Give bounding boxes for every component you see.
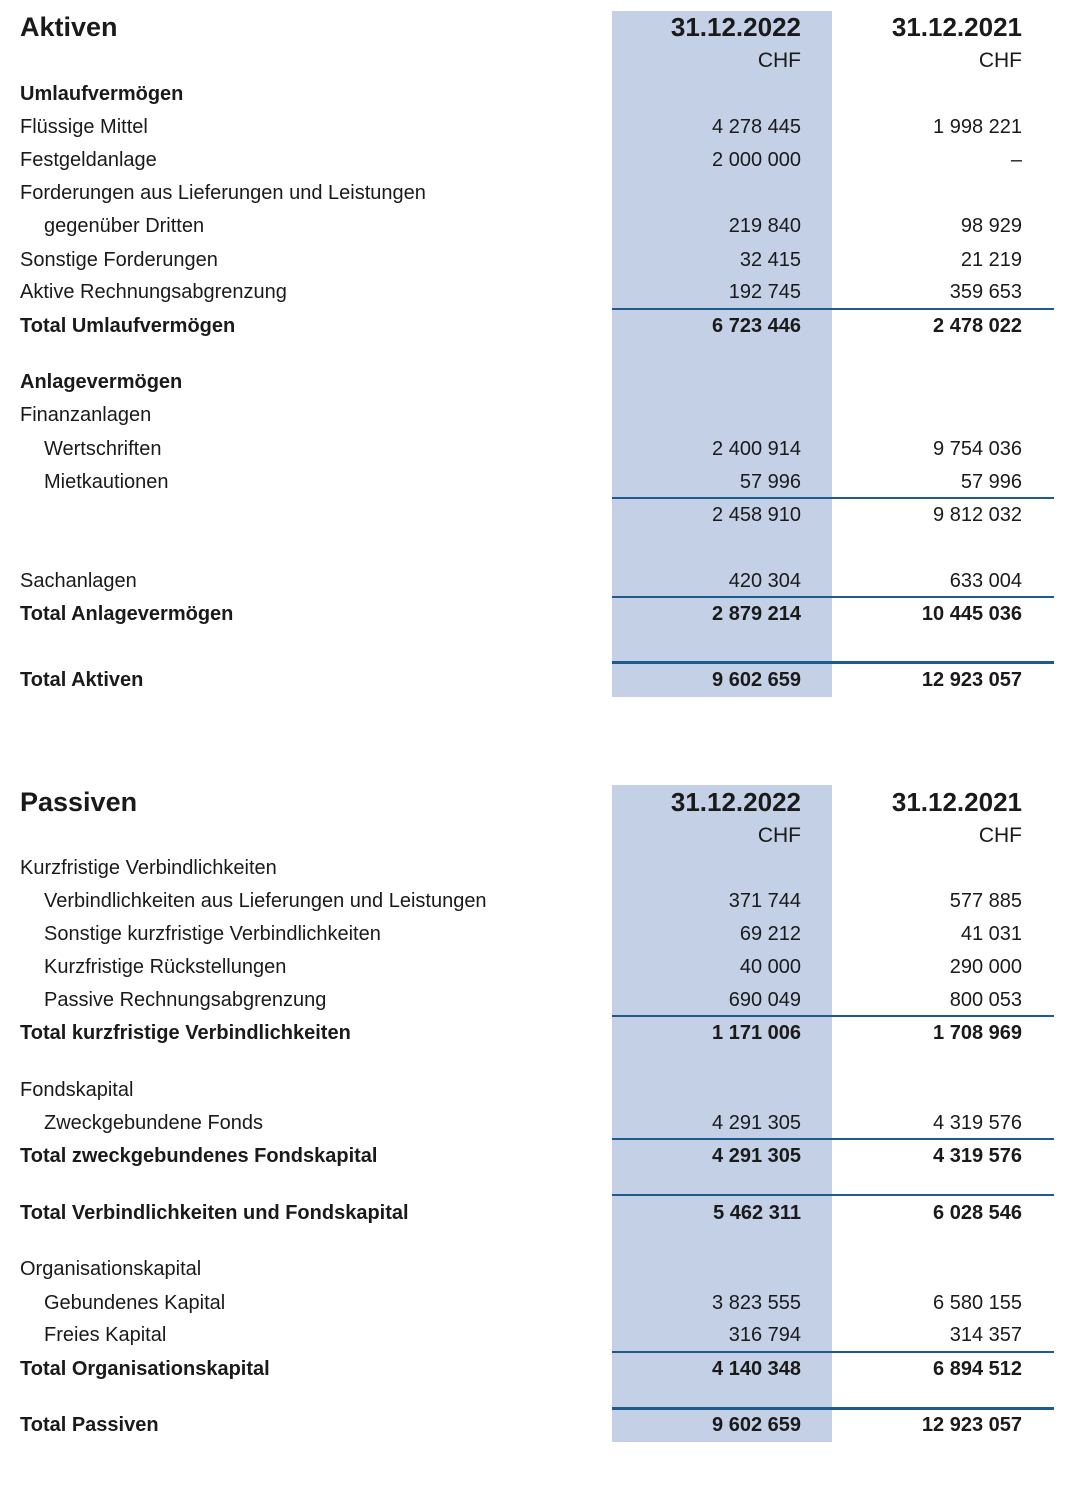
value-2022: 57 996 [739, 471, 801, 493]
value-2021: 57 996 [960, 471, 1022, 493]
table-row [0, 111, 1069, 144]
value-2021: 800 053 [949, 989, 1022, 1011]
table-row [0, 244, 1069, 277]
table-row [0, 1197, 1069, 1230]
value-2022: 4 278 445 [712, 116, 801, 138]
table-row [0, 1287, 1069, 1320]
value-2021: 290 000 [949, 956, 1022, 978]
table-row [0, 918, 1069, 951]
row-label: Kurzfristige Rückstellungen [44, 956, 287, 978]
passiven-col1-date: 31.12.2022 [670, 787, 801, 817]
passiven-col2-date: 31.12.2021 [891, 787, 1022, 817]
value-2022: 32 415 [739, 249, 801, 271]
row-label: Sonstige Forderungen [20, 249, 218, 271]
total-value-2022: 4 140 348 [712, 1358, 801, 1380]
section-heading-anlagevermoegen: Anlagevermögen [20, 371, 183, 393]
value-2022: 420 304 [728, 570, 801, 592]
value-2021: 314 357 [949, 1324, 1022, 1346]
passiven-col2-currency: CHF [978, 824, 1022, 847]
total-label: Total Organisationskapital [20, 1358, 270, 1380]
table-row [0, 433, 1069, 466]
row-label: Organisationskapital [20, 1258, 202, 1280]
row-label: Zweckgebundene Fonds [44, 1112, 264, 1134]
grand-total-label: Total Aktiven [20, 669, 144, 691]
table-row [0, 276, 1069, 309]
section-heading-umlaufvermoegen: Umlaufvermögen [20, 83, 184, 105]
value-2022: 192 745 [728, 281, 801, 303]
total-label: Total kurzfristige Verbindlichkeiten [20, 1022, 351, 1044]
value-2022: 316 794 [728, 1324, 801, 1346]
aktiven-col2-currency: CHF [978, 49, 1022, 72]
row-label: Kurzfristige Verbindlichkeiten [20, 857, 277, 879]
total-value-2022: 6 723 446 [712, 315, 801, 337]
row-label: Forderungen aus Lieferungen und Leistungen [20, 182, 426, 204]
table-row [0, 1140, 1069, 1173]
row-label: Aktive Rechnungsabgrenzung [20, 281, 287, 303]
aktiven-col2-date: 31.12.2021 [891, 12, 1022, 42]
table-row [0, 466, 1069, 499]
value-2022: 40 000 [739, 956, 801, 978]
row-label: Flüssige Mittel [20, 116, 148, 138]
value-2021: 41 031 [960, 923, 1022, 945]
aktiven-title: Aktiven [20, 12, 118, 42]
table-row [0, 177, 1069, 210]
row-label: Sachanlagen [20, 570, 137, 592]
value-2021: 4 319 576 [933, 1112, 1022, 1134]
table-row [0, 598, 1069, 631]
total-value-2022: 1 171 006 [712, 1022, 801, 1044]
table-row [0, 885, 1069, 918]
total-value-2021: 2 478 022 [933, 315, 1022, 337]
table-row [0, 499, 1069, 532]
table-row [0, 310, 1069, 343]
grand-total-value-2021: 12 923 057 [921, 1414, 1022, 1436]
row-label: Fondskapital [20, 1079, 134, 1101]
row-label: Wertschriften [44, 438, 162, 460]
value-2022: 69 212 [739, 923, 801, 945]
row-label: Freies Kapital [44, 1324, 167, 1346]
table-row [0, 210, 1069, 243]
total-label: Total Umlaufvermögen [20, 315, 236, 337]
value-2022: 690 049 [728, 989, 801, 1011]
subtotal-value-2021: 9 812 032 [933, 504, 1022, 526]
total-value-2021: 4 319 576 [933, 1145, 1022, 1167]
table-row [0, 1319, 1069, 1352]
row-label: Sonstige kurzfristige Verbindlichkeiten [44, 923, 381, 945]
table-row [0, 852, 1069, 885]
divider [612, 1194, 1054, 1196]
table-row [0, 1353, 1069, 1386]
value-2022: 371 744 [728, 890, 801, 912]
table-row [0, 565, 1069, 598]
grand-total-value-2021: 12 923 057 [921, 669, 1022, 691]
row-label: Passive Rechnungsabgrenzung [44, 989, 327, 1011]
row-label: Finanzanlagen [20, 404, 152, 426]
value-2021: 98 929 [960, 215, 1022, 237]
total-value-2022: 5 462 311 [713, 1202, 801, 1224]
table-row [0, 984, 1069, 1017]
total-value-2022: 4 291 305 [712, 1145, 801, 1167]
value-2021: 577 885 [949, 890, 1022, 912]
value-2022: 3 823 555 [712, 1292, 801, 1314]
value-2022: 219 840 [728, 215, 801, 237]
value-2021: 21 219 [960, 249, 1022, 271]
total-value-2021: 1 708 969 [933, 1022, 1022, 1044]
grand-total-value-2022: 9 602 659 [712, 1414, 801, 1436]
row-label: gegenüber Dritten [44, 215, 205, 237]
value-2022: 4 291 305 [712, 1112, 801, 1134]
table-row [0, 664, 1069, 697]
total-value-2021: 10 445 036 [921, 603, 1022, 625]
total-label: Total Verbindlichkeiten und Fondskapital [20, 1202, 409, 1224]
total-label: Total Anlagevermögen [20, 603, 234, 625]
value-2021: 6 580 155 [933, 1292, 1022, 1314]
value-2021: 9 754 036 [933, 438, 1022, 460]
total-value-2022: 2 879 214 [712, 603, 801, 625]
aktiven-col1-date: 31.12.2022 [670, 12, 801, 42]
value-2021: – [1010, 149, 1022, 171]
passiven-title: Passiven [20, 787, 138, 817]
total-label: Total zweckgebundenes Fondskapital [20, 1145, 378, 1167]
table-row [0, 1253, 1069, 1286]
table-row [0, 1107, 1069, 1140]
row-label: Verbindlichkeiten aus Lieferungen und Leistungen [44, 890, 487, 912]
table-row [0, 78, 1069, 111]
aktiven-col1-currency: CHF [757, 49, 801, 72]
row-label: Mietkautionen [44, 471, 169, 493]
table-row [0, 1017, 1069, 1050]
subtotal-value-2022: 2 458 910 [712, 504, 801, 526]
value-2021: 1 998 221 [933, 116, 1022, 138]
value-2021: 633 004 [949, 570, 1022, 592]
total-value-2021: 6 894 512 [933, 1358, 1022, 1380]
row-label: Gebundenes Kapital [44, 1292, 226, 1314]
row-label: Festgeldanlage [20, 149, 157, 171]
table-row [0, 1074, 1069, 1107]
total-value-2021: 6 028 546 [933, 1202, 1022, 1224]
table-row [0, 144, 1069, 177]
table-row [0, 366, 1069, 399]
table-row [0, 951, 1069, 984]
grand-total-label: Total Passiven [20, 1414, 159, 1436]
table-row [0, 1409, 1069, 1442]
value-2022: 2 000 000 [712, 149, 801, 171]
value-2021: 359 653 [949, 281, 1022, 303]
passiven-col1-currency: CHF [757, 824, 801, 847]
table-row [0, 399, 1069, 432]
value-2022: 2 400 914 [712, 438, 801, 460]
grand-total-value-2022: 9 602 659 [712, 669, 801, 691]
